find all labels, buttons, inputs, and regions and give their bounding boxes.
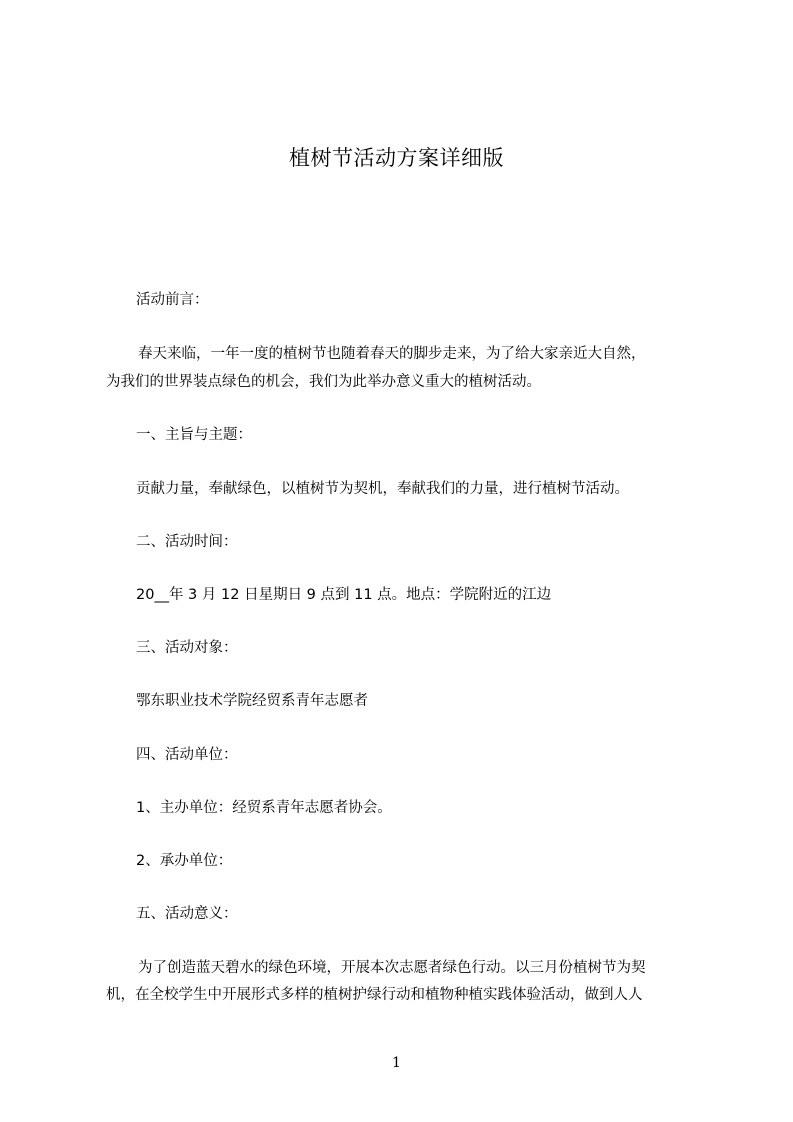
section2-text: 20__年 3 月 12 日星期日 9 点到 11 点。地点：学院附近的江边 — [136, 587, 552, 603]
document-title: 植树节活动方案详细版 — [289, 146, 504, 170]
section1-heading: 一、主旨与主题： — [136, 427, 252, 443]
section4-item-2: 2、承办单位： — [136, 853, 233, 869]
section5-line-1: 为了创造蓝天碧水的绿色环境，开展本次志愿者绿色行动。以三月份植树节为契 — [138, 960, 646, 976]
section5-heading: 五、活动意义： — [136, 906, 238, 922]
section4-heading: 四、活动单位： — [136, 747, 238, 763]
section3-heading: 三、活动对象： — [136, 640, 238, 656]
page-number: 1 — [392, 1055, 401, 1071]
section4-item-1: 1、主办单位：经贸系青年志愿者协会。 — [136, 800, 392, 816]
section5-line-2: 机，在全校学生中开展形式多样的植树护绿行动和植物种植实践体验活动，做到人人 — [106, 987, 643, 1003]
section2-heading: 二、活动时间： — [136, 534, 238, 550]
preface-heading: 活动前言： — [136, 292, 209, 308]
preface-line-1: 春天来临，一年一度的植树节也随着春天的脚步走来，为了给大家亲近大自然， — [138, 346, 646, 362]
preface-line-2: 为我们的世界装点绿色的机会，我们为此举办意义重大的植树活动。 — [106, 374, 541, 390]
section3-text: 鄂东职业技术学院经贸系青年志愿者 — [136, 693, 368, 709]
section1-text: 贡献力量，奉献绿色，以植树节为契机，奉献我们的力量，进行植树节活动。 — [136, 481, 629, 497]
